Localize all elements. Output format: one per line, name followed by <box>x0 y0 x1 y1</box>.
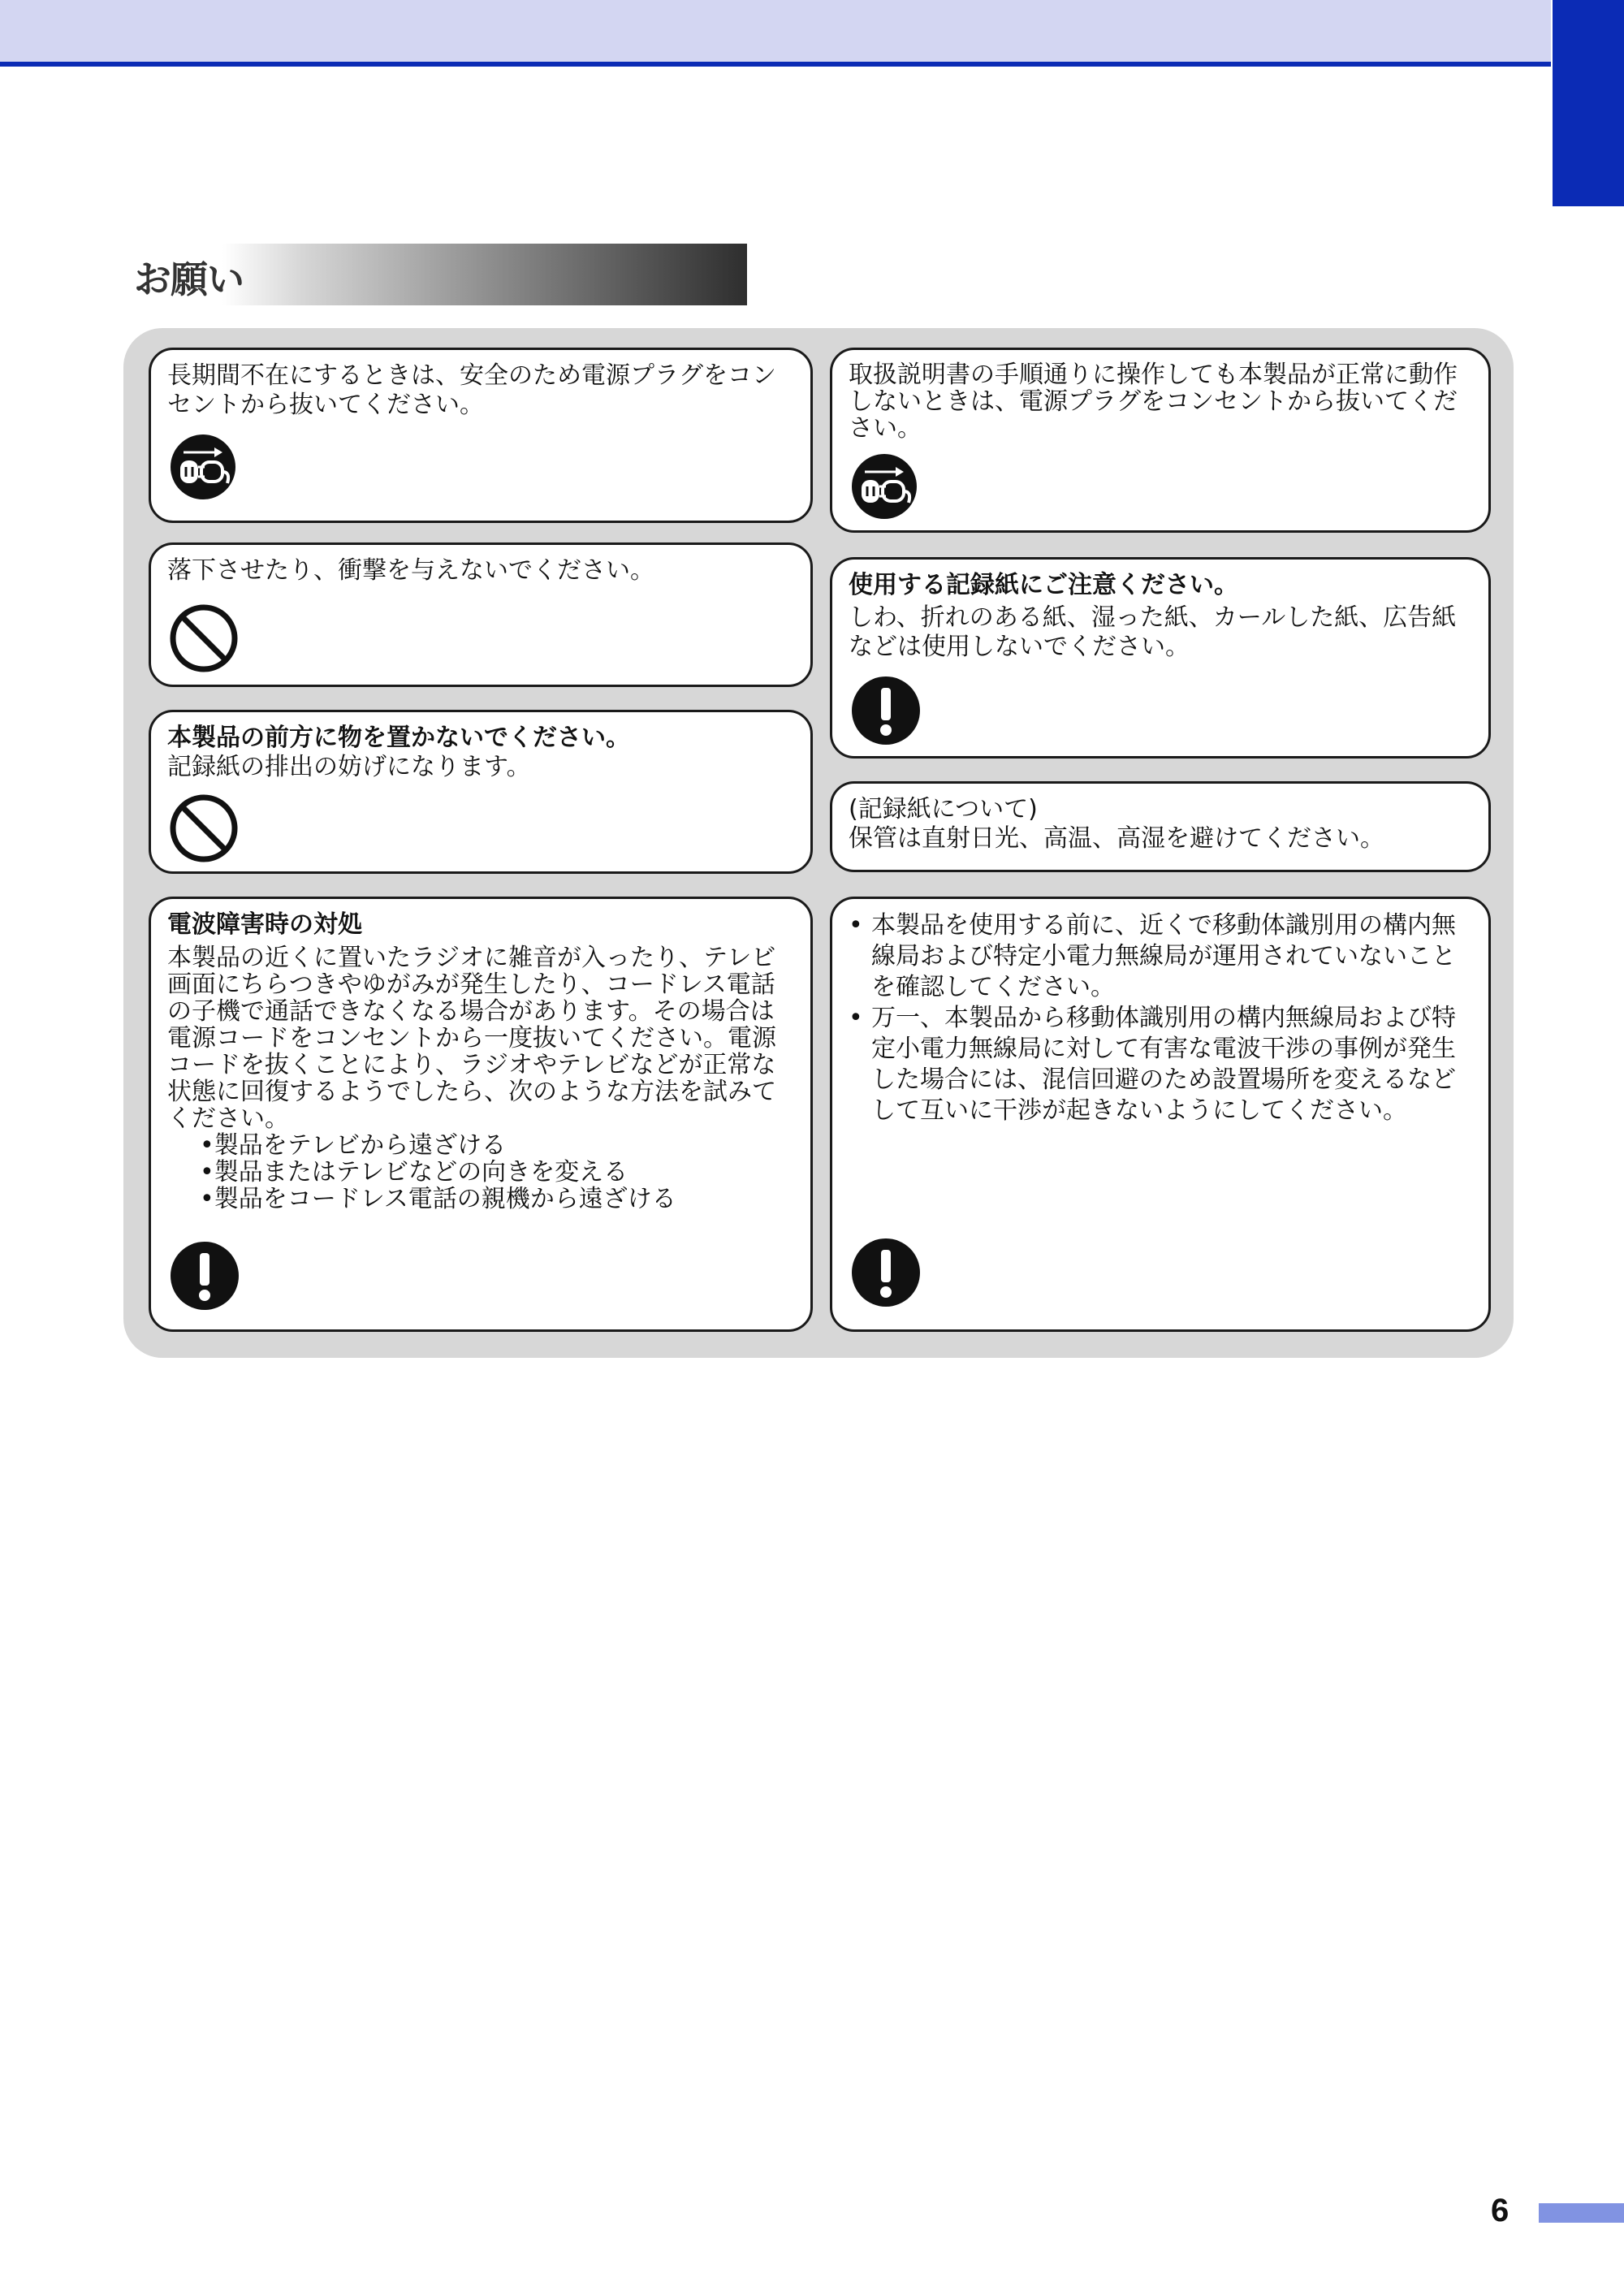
notice-text: 本製品の近くに置いたラジオに雑音が入ったり、テレビ画面にちらつきやゆがみが発生したり、コードレス電話の子機で通話できなくなる場合があります。その場合は電源コードをコンセントから一度抜いてください。電源コードを抜くことにより、ラジオやテレビなどが正常な状態に回復するようでしたら、次のような方法を試みてください。 <box>167 944 776 1133</box>
notice-heading: 使用する記録紙にご注意ください。 <box>849 571 1238 599</box>
list-item: •製品をコードレス電話の親機から遠ざける <box>200 1185 676 1213</box>
notice-heading: 本製品の前方に物を置かないでください。 <box>167 724 630 752</box>
bullet-list <box>849 910 1472 1126</box>
notice-text: 取扱説明書の手順通りに操作しても本製品が正常に動作しないときは、電源プラグをコンセントから抜いてください。 <box>849 361 1458 443</box>
header-band <box>0 0 1551 62</box>
notice-radio-station <box>830 897 1491 1332</box>
mandatory-icon <box>850 1237 922 1308</box>
remedy-list <box>167 1132 794 1212</box>
section-title: お願い <box>134 257 244 301</box>
notice-unplug-long-absence <box>149 348 813 523</box>
list-item: •製品またはテレビなどの向きを変える <box>200 1158 628 1186</box>
notice-radio-interference <box>149 897 813 1332</box>
list-item: •製品をテレビから遠ざける <box>200 1131 507 1160</box>
notice-text: (記録紙について) <box>849 795 1038 823</box>
notice-text: しわ、折れのある紙、湿った紙、カールした紙、広告紙などは使用しないでください。 <box>849 603 1457 661</box>
unplug-icon <box>169 433 237 501</box>
notice-text: 保管は直射日光、高温、高湿を避けてください。 <box>849 824 1384 853</box>
prohibition-icon <box>169 603 239 673</box>
notice-paper-caution <box>830 557 1491 759</box>
notice-text: 落下させたり、衝撃を与えないでください。 <box>167 556 654 585</box>
notice-no-drop <box>149 542 813 687</box>
notice-text: 長期間不在にするときは、安全のため電源プラグをコンセントから抜いてください。 <box>167 361 776 419</box>
header-rule <box>0 62 1551 67</box>
notice-text: 記録紙の排出の妨げになります。 <box>167 753 531 781</box>
prohibition-icon <box>169 793 239 863</box>
list-item: • 万一、本製品から移動体識別用の構内無線局および特定小電力無線局に対して有害な電波干渉の事例が発生した場合には、混信回避のため設置場所を変えるなどして互いに干渉が起きないようにしてください。 <box>849 1003 1472 1126</box>
chapter-tab <box>1553 0 1624 206</box>
notice-heading: 電波障害時の対処 <box>167 910 362 939</box>
mandatory-icon <box>850 675 922 746</box>
list-item: • 本製品を使用する前に、近くで移動体識別用の構内無線局および特定小電力無線局が運用されていないことを確認してください。 <box>849 910 1472 1003</box>
page-number: 6 <box>1491 2193 1510 2228</box>
notice-unplug-malfunction <box>830 348 1491 533</box>
mandatory-icon <box>169 1240 240 1312</box>
unplug-icon <box>850 452 918 521</box>
notice-no-objects-front <box>149 710 813 874</box>
page-number-bar <box>1539 2203 1624 2223</box>
notice-paper-storage <box>830 781 1491 872</box>
